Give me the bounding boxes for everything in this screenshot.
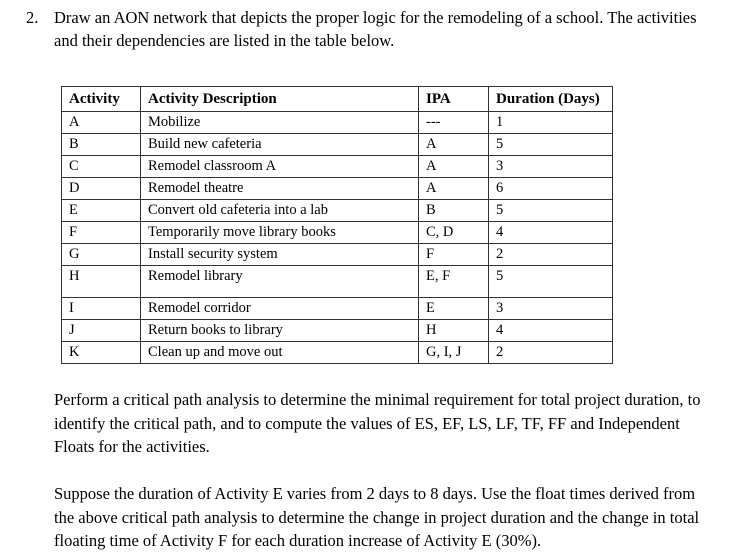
- table-cell: Remodel corridor: [141, 298, 419, 320]
- table-cell: 2: [489, 342, 613, 364]
- activity-table: [61, 86, 613, 364]
- table-cell: J: [62, 320, 141, 342]
- table-cell: 6: [489, 178, 613, 200]
- table-cell: Clean up and move out: [141, 342, 419, 364]
- table-cell: I: [62, 298, 141, 320]
- table-cell: ---: [419, 112, 489, 134]
- question-number: 2.: [26, 8, 39, 27]
- column-header: Duration (Days): [489, 87, 613, 112]
- table-cell: Remodel library: [141, 266, 419, 298]
- table-cell: B: [419, 200, 489, 222]
- scenario-paragraph: Suppose the duration of Activity E varies from 2 days to 8 days. Use the float times derived from the above critical path analysis to determine the change in project duration and the change in total floating time of Activity F for each duration increase of Activity E (30%).: [54, 484, 700, 550]
- table-cell: Install security system: [141, 244, 419, 266]
- table-cell: Convert old cafeteria into a lab: [141, 200, 419, 222]
- table-row: [62, 342, 613, 364]
- table-row: [62, 244, 613, 266]
- table-cell: D: [62, 178, 141, 200]
- table-cell: Temporarily move library books: [141, 222, 419, 244]
- column-header: IPA: [419, 87, 489, 112]
- table-cell: E: [62, 200, 141, 222]
- table-cell: 1: [489, 112, 613, 134]
- table-cell: A: [419, 178, 489, 200]
- table-row: [62, 200, 613, 222]
- table-cell: 4: [489, 320, 613, 342]
- table-row: [62, 134, 613, 156]
- table-row: [62, 266, 613, 298]
- table-cell: G: [62, 244, 141, 266]
- table-cell: 3: [489, 298, 613, 320]
- table-row: [62, 178, 613, 200]
- table-row: [62, 156, 613, 178]
- table-cell: 5: [489, 200, 613, 222]
- table-cell: A: [62, 112, 141, 134]
- table-cell: A: [419, 156, 489, 178]
- table-cell: 2: [489, 244, 613, 266]
- table-cell: 3: [489, 156, 613, 178]
- table-cell: B: [62, 134, 141, 156]
- table-cell: Return books to library: [141, 320, 419, 342]
- table-row: [62, 320, 613, 342]
- table-cell: 5: [489, 134, 613, 156]
- table-row: [62, 298, 613, 320]
- table-cell: E, F: [419, 266, 489, 298]
- instructions-paragraph: Perform a critical path analysis to determine the minimal requirement for total project duration, to identify the critical path, and to compute the values of ES, EF, LS, LF, TF, FF and Independent Floats for the activities.: [54, 390, 701, 456]
- table-cell: C, D: [419, 222, 489, 244]
- table-cell: F: [62, 222, 141, 244]
- table-cell: 5: [489, 266, 613, 298]
- table-cell: G, I, J: [419, 342, 489, 364]
- table-cell: Build new cafeteria: [141, 134, 419, 156]
- table-row: [62, 222, 613, 244]
- table-cell: Remodel theatre: [141, 178, 419, 200]
- table-cell: C: [62, 156, 141, 178]
- table-cell: 4: [489, 222, 613, 244]
- table-cell: H: [419, 320, 489, 342]
- table-cell: H: [62, 266, 141, 298]
- column-header: Activity Description: [141, 87, 419, 112]
- table-header-row: [62, 87, 613, 112]
- table-cell: E: [419, 298, 489, 320]
- table-row: [62, 112, 613, 134]
- table-body: [62, 112, 613, 364]
- question-text: Draw an AON network that depicts the proper logic for the remodeling of a school. The activities and their dependencies are listed in the table below.: [54, 8, 697, 50]
- table-cell: A: [419, 134, 489, 156]
- table-cell: K: [62, 342, 141, 364]
- table-cell: F: [419, 244, 489, 266]
- table-cell: Mobilize: [141, 112, 419, 134]
- table-cell: Remodel classroom A: [141, 156, 419, 178]
- column-header: Activity: [62, 87, 141, 112]
